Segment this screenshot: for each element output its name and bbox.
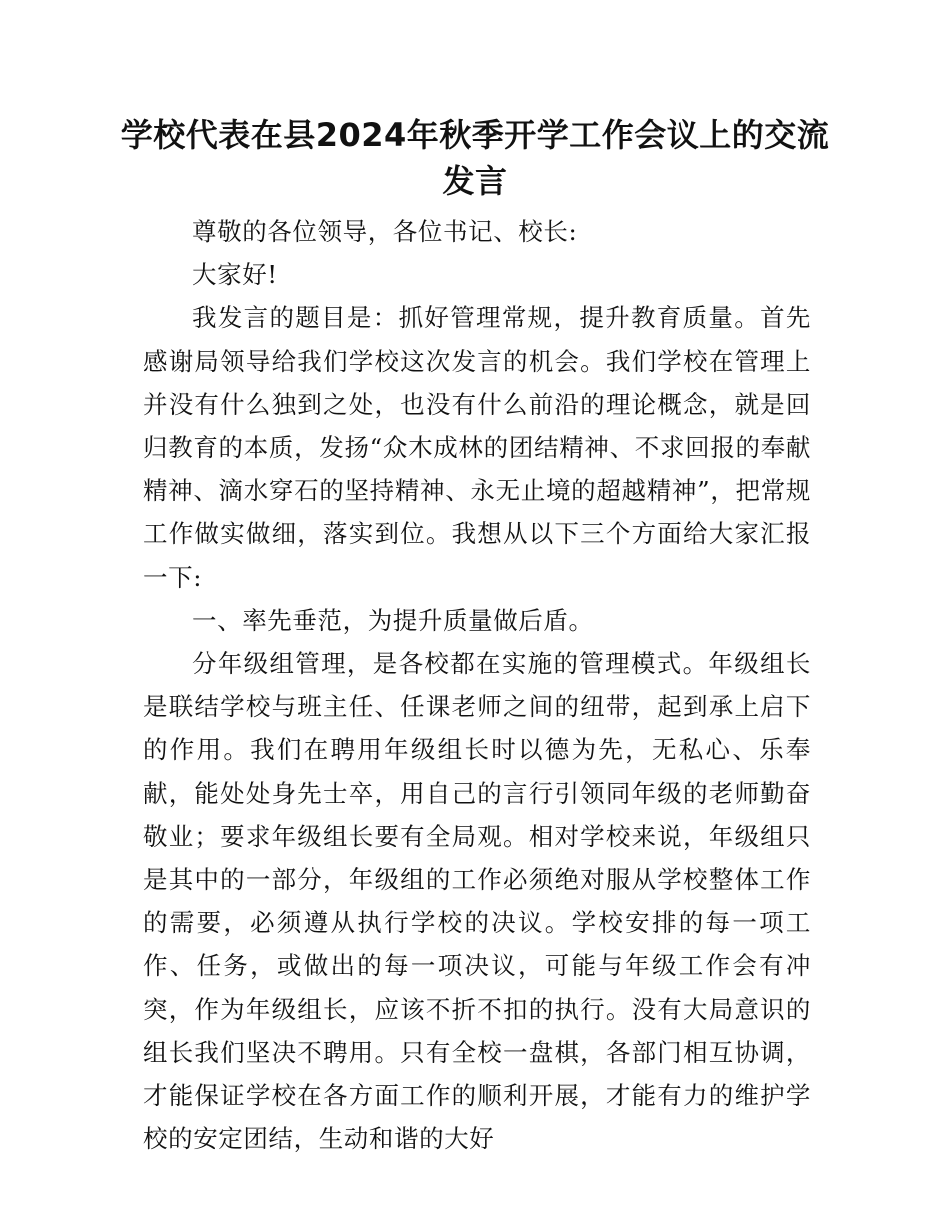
intro-paragraph: 我发言的题目是：抓好管理常规，提升教育质量。首先感谢局领导给我们学校这次发言的机会。我们学校在管理上并没有什么独到之处，也没有什么前沿的理论概念，就是回归教育的本质，发扬“众木成林的团结精神、不求回报的奉献精神、滴水穿石的坚持精神、永无止境的超越精神”，把常规工作做实做细，落实到位。我想从以下三个方面给大家汇报一下: [143, 303, 811, 592]
document-body [143, 210, 811, 1160]
body-paragraph: 分年级组管理，是各校都在实施的管理模式。年级组长是联结学校与班主任、任课老师之间的纽带，起到承上启下的作用。我们在聘用年级组长时以德为先，无私心、乐奉献，能处处身先士卒，用自己的言行引领同年级的老师勤奋敬业；要求年级组长要有全局观。相对学校来说，年级组只是其中的一部分，年级组的工作必须绝对服从学校整体工作的需要，必须遵从执行学校的决议。学校安排的每一项工作、任务，或做出的每一项决议，可能与年级工作会有冲突，作为年级组长，应该不折不扣的执行。没有大局意识的组长我们坚决不聘用。只有全校一盘棋，各部门相互协调，才能保证学校在各方面工作的顺利开展，才能有力的维护学校的安定团结，生动和谐的大好 [143, 649, 811, 1154]
document-title: 学校代表在县2024年秋季开学工作会议上的交流发言 [120, 116, 830, 200]
salutation: 尊敬的各位领导，各位书记、校长: [192, 217, 578, 246]
greeting: 大家好! [192, 260, 278, 290]
section-heading-1: 一、率先垂范，为提升质量做后盾。 [192, 605, 594, 635]
